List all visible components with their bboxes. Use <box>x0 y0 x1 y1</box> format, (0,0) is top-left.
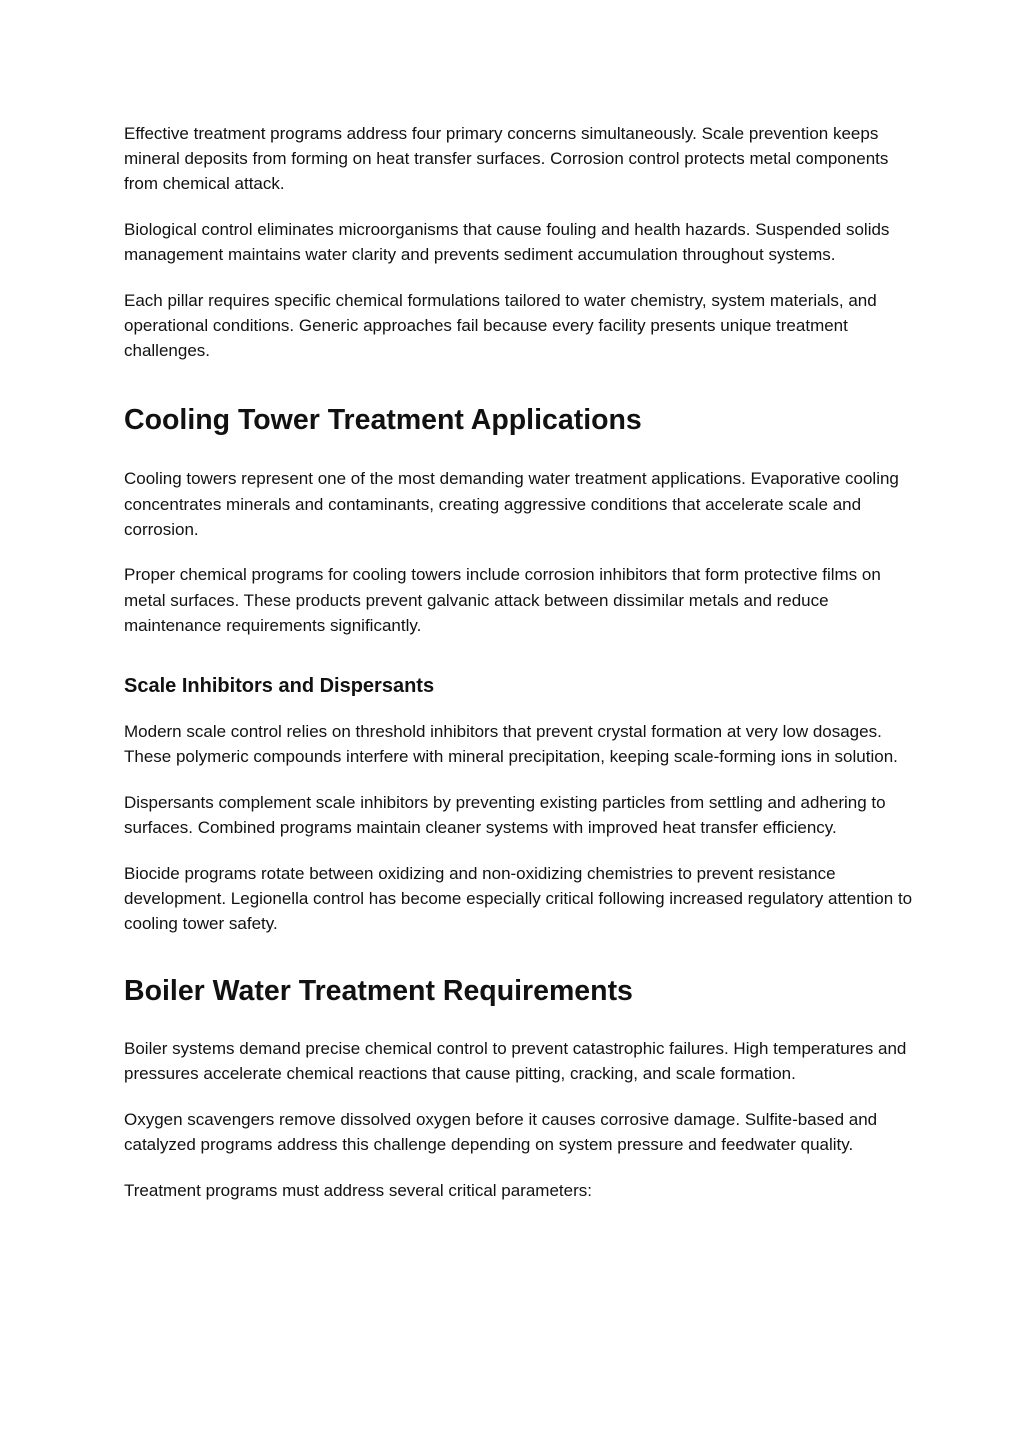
document-page <box>124 121 914 1203</box>
body-paragraph: Treatment programs must address several critical parameters: <box>124 1180 592 1200</box>
subsection-heading: Scale Inhibitors and Dispersants <box>124 675 435 698</box>
body-paragraph: Cooling towers represent one of the most demanding water treatment applications. Evaporative cooling concentrates minerals and contaminants, creating aggressive conditions that accelerate scale and corrosion. <box>124 469 899 539</box>
body-paragraph: Oxygen scavengers remove dissolved oxygen before it causes corrosive damage. Sulfite-based and catalyzed programs address this challenge depending on system pressure and feedwater quality. <box>124 1110 878 1155</box>
body-paragraph: Biological control eliminates microorganisms that cause fouling and health hazards. Suspended solids management maintains water clarity and prevents sediment accumulation throughout systems. <box>124 220 890 265</box>
body-paragraph: Each pillar requires specific chemical formulations tailored to water chemistry, system materials, and operational conditions. Generic approaches fail because every facility presents unique treatment challenges. <box>124 290 877 361</box>
body-paragraph: Dispersants complement scale inhibitors by preventing existing particles from settling and adhering to surfaces. Combined programs maintain cleaner systems with improved heat transfer efficiency. <box>124 792 886 838</box>
section-heading: Cooling Tower Treatment Applications <box>124 404 642 437</box>
body-paragraph: Boiler systems demand precise chemical control to prevent catastrophic failures. High temperatures and pressures accelerate chemical reactions that cause pitting, cracking, and scale formation. <box>124 1039 907 1084</box>
body-paragraph: Modern scale control relies on threshold inhibitors that prevent crystal formation at very low dosages. These polymeric compounds interfere with mineral precipitation, keeping scale-forming ions in solution. <box>124 722 898 767</box>
body-paragraph: Biocide programs rotate between oxidizing and non-oxidizing chemistries to prevent resistance development. Legionella control has become especially critical following increased regulatory attention to cooling tower safety. <box>124 863 913 934</box>
section-heading: Boiler Water Treatment Requirements <box>124 975 633 1008</box>
body-paragraph: Proper chemical programs for cooling towers include corrosion inhibitors that form protective films on metal surfaces. These products prevent galvanic attack between dissimilar metals and reduce maintenance requirements significantly. <box>124 565 881 635</box>
body-paragraph: Effective treatment programs address four primary concerns simultaneously. Scale prevention keeps mineral deposits from forming on heat transfer surfaces. Corrosion control protects metal components from chemical attack. <box>124 124 889 194</box>
